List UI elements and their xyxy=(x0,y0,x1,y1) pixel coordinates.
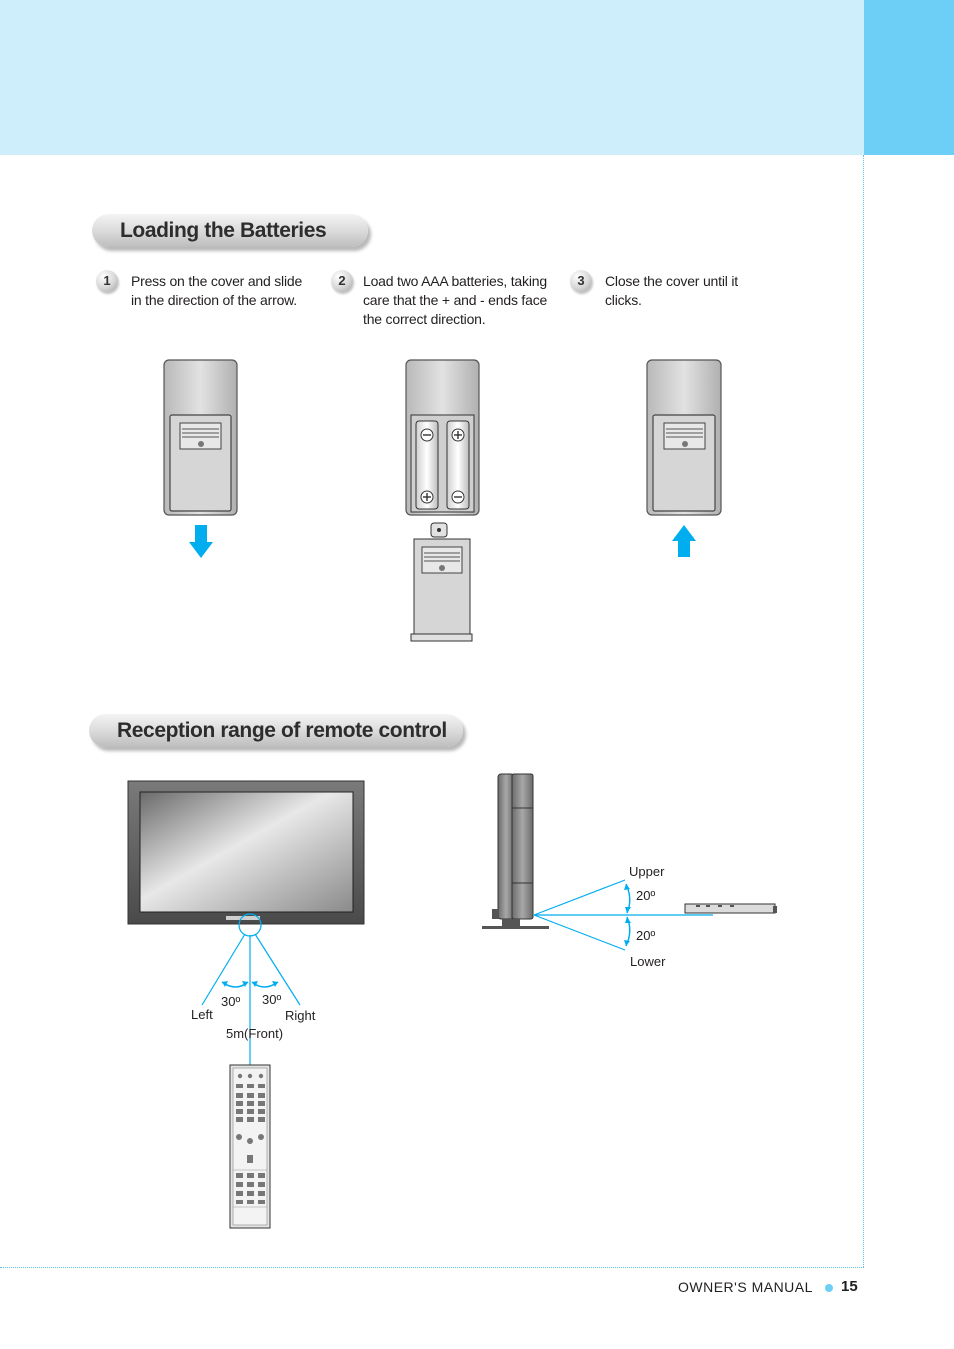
bottom-dotted-rule xyxy=(0,1267,864,1268)
right-label: Right xyxy=(285,1008,316,1023)
remote-batteries-illustration xyxy=(395,355,495,650)
section-heading-batteries xyxy=(92,214,368,247)
step-3-line: clicks. xyxy=(605,292,642,308)
arrow-down-icon xyxy=(189,525,213,558)
step-2-line: care that the + and - ends face xyxy=(363,292,548,308)
step-2-line: Load two AAA batteries, taking xyxy=(363,273,547,289)
page-number: 15 xyxy=(841,1278,858,1295)
section-title-reception: Reception range of remote control xyxy=(117,719,447,742)
step-number-1: 1 xyxy=(96,270,118,292)
right-dotted-rule xyxy=(863,155,864,1267)
arrow-up-icon xyxy=(672,525,696,557)
header-band xyxy=(0,0,864,155)
header-tab xyxy=(864,0,954,155)
footer-dot-icon xyxy=(825,1284,833,1292)
step-2-text xyxy=(363,272,568,329)
distance-label: 5m(Front) xyxy=(226,1026,284,1041)
left-label: Left xyxy=(191,1007,213,1022)
upper-label: Upper xyxy=(629,864,665,879)
section-heading-reception xyxy=(89,714,463,747)
step-1-line: Press on the cover and slide xyxy=(131,273,303,289)
lower-label: Lower xyxy=(630,954,666,969)
step-1-text xyxy=(131,272,331,310)
footer-label: OWNER'S MANUAL xyxy=(678,1279,813,1295)
step-1-line: in the direction of the arrow. xyxy=(131,292,297,308)
upper-angle-label: 20º xyxy=(636,888,656,903)
section-title-batteries: Loading the Batteries xyxy=(120,219,327,242)
front-reception-diagram xyxy=(120,775,380,1240)
step-number-3: 3 xyxy=(570,270,592,292)
remote-cover-close-illustration xyxy=(635,355,745,565)
lower-angle-label: 20º xyxy=(636,928,656,943)
right-angle-label: 30º xyxy=(262,992,282,1007)
step-2-line: the correct direction. xyxy=(363,311,486,327)
step-3-line: Close the cover until it xyxy=(605,273,738,289)
left-angle-label: 30º xyxy=(221,994,241,1009)
step-number-2: 2 xyxy=(331,270,353,292)
remote-cover-slide-illustration xyxy=(150,355,260,565)
step-3-text xyxy=(605,272,775,310)
